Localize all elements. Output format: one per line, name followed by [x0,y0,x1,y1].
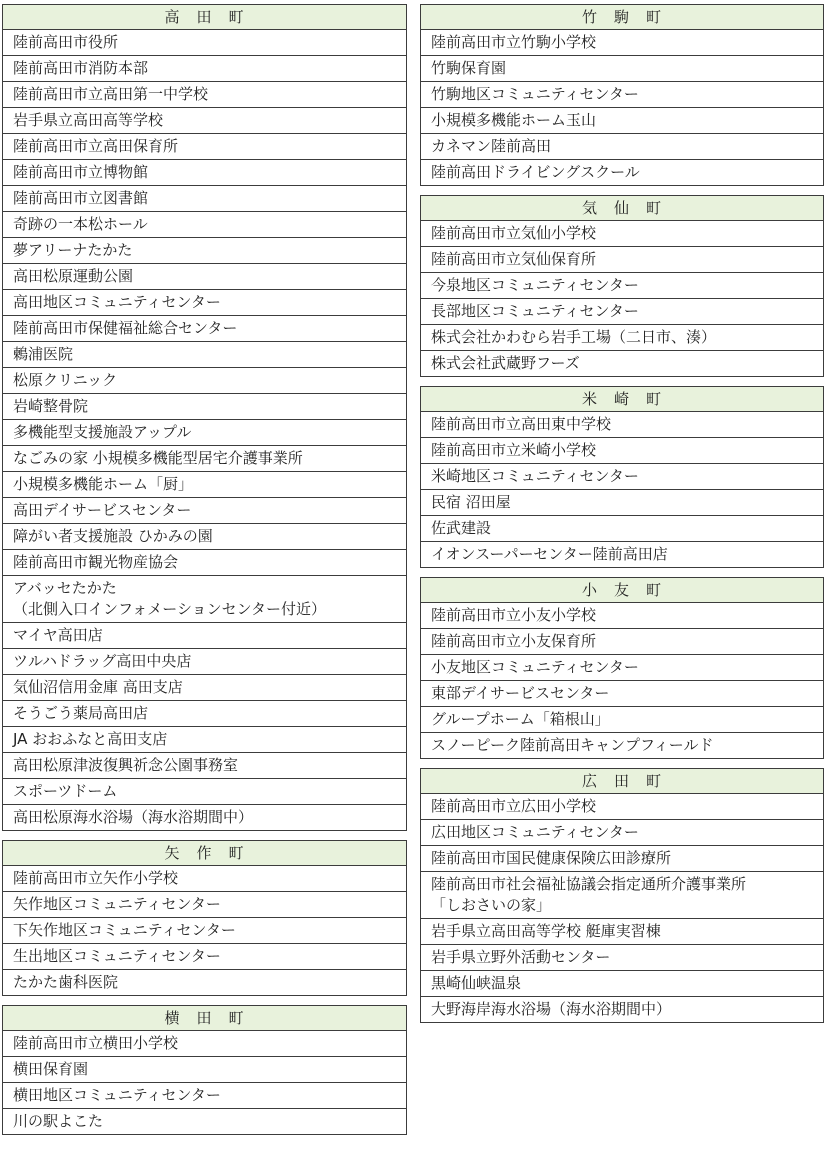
facility-row: 松原クリニック [3,368,406,394]
facility-row: 陸前高田市立広田小学校 [421,794,823,820]
district-table [420,4,824,186]
facility-row: グループホーム「箱根山」 [421,707,823,733]
facility-row: 陸前高田市立博物館 [3,160,406,186]
facility-row: 奇跡の一本松ホール [3,212,406,238]
facility-row: なごみの家 小規模多機能型居宅介護事業所 [3,446,406,472]
facility-row: マイヤ高田店 [3,623,406,649]
district-title: 広 田 町 [421,769,823,794]
facility-row: 今泉地区コミュニティセンター [421,273,823,299]
facility-row: 小規模多機能ホーム玉山 [421,108,823,134]
facility-row: 気仙沼信用金庫 高田支店 [3,675,406,701]
district-title: 横 田 町 [3,1006,406,1031]
facility-row: 陸前高田市立小友小学校 [421,603,823,629]
district-title: 高 田 町 [3,5,406,30]
facility-row: 横田地区コミュニティセンター [3,1083,406,1109]
facility-row: 高田松原津波復興祈念公園事務室 [3,753,406,779]
facility-row: たかた歯科医院 [13,973,119,991]
facility-row: 高田地区コミュニティセンター [3,290,406,316]
district-title: 矢 作 町 [3,841,406,866]
facility-row: 矢作地区コミュニティセンター [3,892,406,918]
facility-row: 下矢作地区コミュニティセンター [3,918,406,944]
facility-row: 岩手県立高田高等学校 艇庫実習棟 [421,919,823,945]
facility-row: 高田松原海水浴場（海水浴期間中） [13,808,254,826]
facility-row: 小友地区コミュニティセンター [421,655,823,681]
facility-row: 陸前高田市観光物産協会 [3,550,406,576]
facility-row: 陸前高田市社会福祉協議会指定通所介護事業所 「しおさいの家」 [421,872,823,919]
facility-row: 陸前高田市保健福祉総合センター [3,316,406,342]
facility-row: 竹駒保育園 [421,56,823,82]
district-title: 米 崎 町 [421,387,823,412]
facility-row: 大野海岸海水浴場（海水浴期間中） [431,1000,672,1018]
facility-row: 陸前高田市立高田東中学校 [421,412,823,438]
district-title: 小 友 町 [421,578,823,603]
facility-row: 夢アリーナたかた [3,238,406,264]
facility-row: 広田地区コミュニティセンター [421,820,823,846]
facility-row: そうごう薬局高田店 [3,701,406,727]
district-table [2,840,407,996]
district-table [420,577,824,759]
district-table [2,1005,407,1135]
facility-row: 陸前高田ドライビングスクール [431,163,640,181]
facility-row: ツルハドラッグ高田中央店 [3,649,406,675]
facility-row: 高田松原運動公園 [3,264,406,290]
facility-row: 長部地区コミュニティセンター [421,299,823,325]
district-table [420,386,824,568]
facility-row: 陸前高田市国民健康保険広田診療所 [421,846,823,872]
facility-row: 岩手県立高田高等学校 [3,108,406,134]
facility-row: 黒崎仙峡温泉 [421,971,823,997]
facility-row: 陸前高田市立高田保育所 [3,134,406,160]
facility-row: イオンスーパーセンター陸前高田店 [431,545,668,563]
district-title: 気 仙 町 [421,196,823,221]
facility-row: JA おおふなと高田支店 [3,727,406,753]
facility-row: アバッセたかた （北側入口インフォメーションセンター付近） [3,576,406,623]
facility-row: 株式会社武蔵野フーズ [431,354,580,372]
left-column [2,4,407,1144]
facility-row: 陸前高田市立気仙保育所 [421,247,823,273]
facility-row: 米崎地区コミュニティセンター [421,464,823,490]
facility-row: 川の駅よこた [13,1112,104,1130]
facility-row: スポーツドーム [3,779,406,805]
district-table [420,195,824,377]
facility-row: 陸前高田市立米崎小学校 [421,438,823,464]
facility-row: 高田デイサービスセンター [3,498,406,524]
right-column [420,4,824,1032]
facility-row: 陸前高田市立横田小学校 [3,1031,406,1057]
facility-row: 佐武建設 [421,516,823,542]
district-table [420,768,824,1023]
facility-row: 陸前高田市立高田第一中学校 [3,82,406,108]
district-table [2,4,407,831]
facility-row: 生出地区コミュニティセンター [3,944,406,970]
facility-row: 横田保育園 [3,1057,406,1083]
facility-row: 陸前高田市立竹駒小学校 [421,30,823,56]
facility-row: 多機能型支援施設アップル [3,420,406,446]
facility-row: 陸前高田市役所 [3,30,406,56]
facility-row: 陸前高田市立小友保育所 [421,629,823,655]
facility-row: 陸前高田市立気仙小学校 [421,221,823,247]
district-title: 竹 駒 町 [421,5,823,30]
facility-row: 民宿 沼田屋 [421,490,823,516]
facility-row: 陸前高田市立矢作小学校 [3,866,406,892]
facility-row: 岩手県立野外活動センター [421,945,823,971]
facility-row: 障がい者支援施設 ひかみの園 [3,524,406,550]
facility-row: 陸前高田市立図書館 [3,186,406,212]
facility-row: 鶫浦医院 [3,342,406,368]
facility-row: 岩崎整骨院 [3,394,406,420]
facility-row: 竹駒地区コミュニティセンター [421,82,823,108]
facility-row: 東部デイサービスセンター [421,681,823,707]
facility-row: 株式会社かわむら岩手工場（二日市、湊） [421,325,823,351]
facility-row: スノーピーク陸前高田キャンプフィールド [431,736,714,754]
facility-row: 小規模多機能ホーム「厨」 [3,472,406,498]
facility-row: カネマン陸前高田 [421,134,823,160]
facility-row: 陸前高田市消防本部 [3,56,406,82]
